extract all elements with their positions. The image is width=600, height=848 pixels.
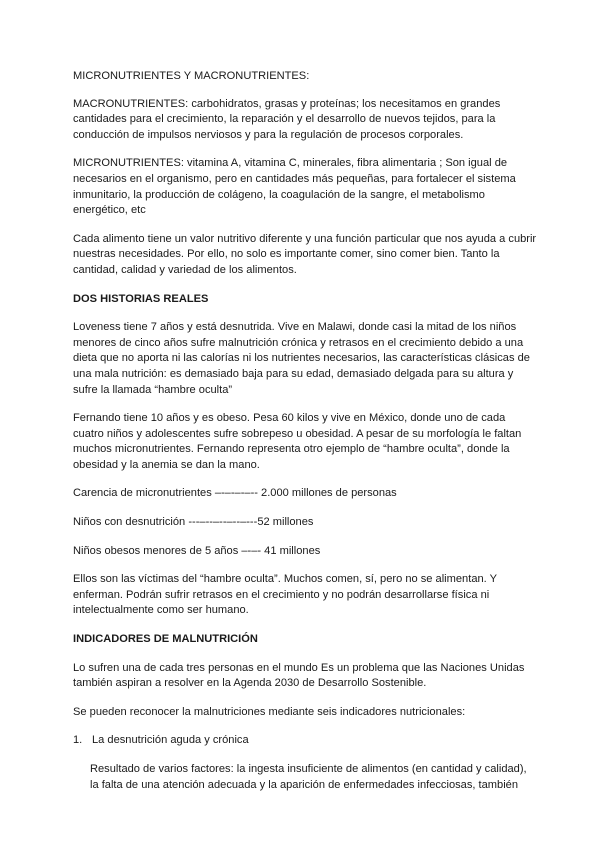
paragraph-six-indicators: Se pueden reconocer la malnutriciones mediante seis indicadores nutricionales:	[73, 705, 466, 718]
paragraph-loveness: Loveness tiene 7 años y está desnutrida. Vive en Malawi, donde casi la mitad de los niños menores de cinco años sufre malnutrición crónica y retrasos en el crecimiento debido a una dieta que no aporta ni las calorías ni los nutrientes necesarios, las características clásicas de una mala nutrición: es demasiado baja para su edad, demasiado delgada para su altura y sufre la llamada “hambre oculta”	[73, 321, 530, 396]
list-item-number: 1.	[73, 734, 83, 747]
paragraph-one-in-three: Lo sufren una de cada tres personas en el mundo Es un problema que las Naciones Unidas también aspiran a resolver en la Agenda 2030 de Desarrollo Sostenible.	[73, 661, 525, 690]
paragraph-food-value: Cada alimento tiene un valor nutritivo diferente y una función particular que nos ayuda a cubrir nuestras necesidades. Por ello, no solo es importante comer, sino comer bien. Tanto la cantidad, calidad y variedad de los alimentos.	[73, 232, 537, 276]
paragraph-victims: Ellos son las víctimas del “hambre oculta”. Muchos comen, sí, pero no se alimentan. Y enferman. Podrán sufrir retrasos en el crecimiento y no podrán desarrollarse física ni intelectualmente como ser humano.	[73, 573, 497, 617]
stat-micronutrients: Carencia de micronutrientes –-–-–-–-- 2.000 millones de personas	[73, 487, 397, 500]
heading-indicadores: INDICADORES DE MALNUTRICIÓN	[73, 633, 258, 646]
paragraph-micronutrients: MICRONUTRIENTES: vitamina A, vitamina C, minerales, fibra alimentaria ; Son igual de necesarios en el organismo, pero en cantidades más pequeñas, para fortalecer el sistema inmunitario, la producción de colágeno, la coagulación de la sangre, el metabolismo energético, etc	[73, 157, 516, 217]
stat-obesity: Niños obesos menores de 5 años –-–- 41 millones	[73, 544, 321, 557]
stat-undernutrition: Niños con desnutrición ---–--–--–--–---52 millones	[73, 516, 314, 529]
document-title: MICRONUTRIENTES Y MACRONUTRIENTES:	[73, 70, 310, 82]
paragraph-macronutrients: MACRONUTRIENTES: carbohidratos, grasas y proteínas; los necesitamos en grandes cantidades para el crecimiento, la reparación y el desarrollo de nuevos tejidos, para la conducción de impulsos nerviosos y para la regulación de procesos corporales.	[73, 97, 501, 141]
paragraph-fernando: Fernando tiene 10 años y es obeso. Pesa 60 kilos y vive en México, donde uno de cada cuatro niños y adolescentes sufre sobrepeso u obesidad. A pesar de su morfología le faltan muchos micronutrientes. Fernando representa otro ejemplo de “hambre oculta”, donde la obesidad y la anemia se dan la mano.	[73, 412, 522, 471]
heading-dos-historias: DOS HISTORIAS REALES	[73, 292, 209, 305]
paragraph-acute-chronic: Resultado de varios factores: la ingesta insuficiente de alimentos (en cantidad y calidad), la falta de una atención adecuada y la aparición de enfermedades infecciosas, también	[90, 763, 527, 791]
list-item	[73, 733, 538, 749]
list-item-label: La desnutrición aguda y crónica	[92, 734, 249, 747]
